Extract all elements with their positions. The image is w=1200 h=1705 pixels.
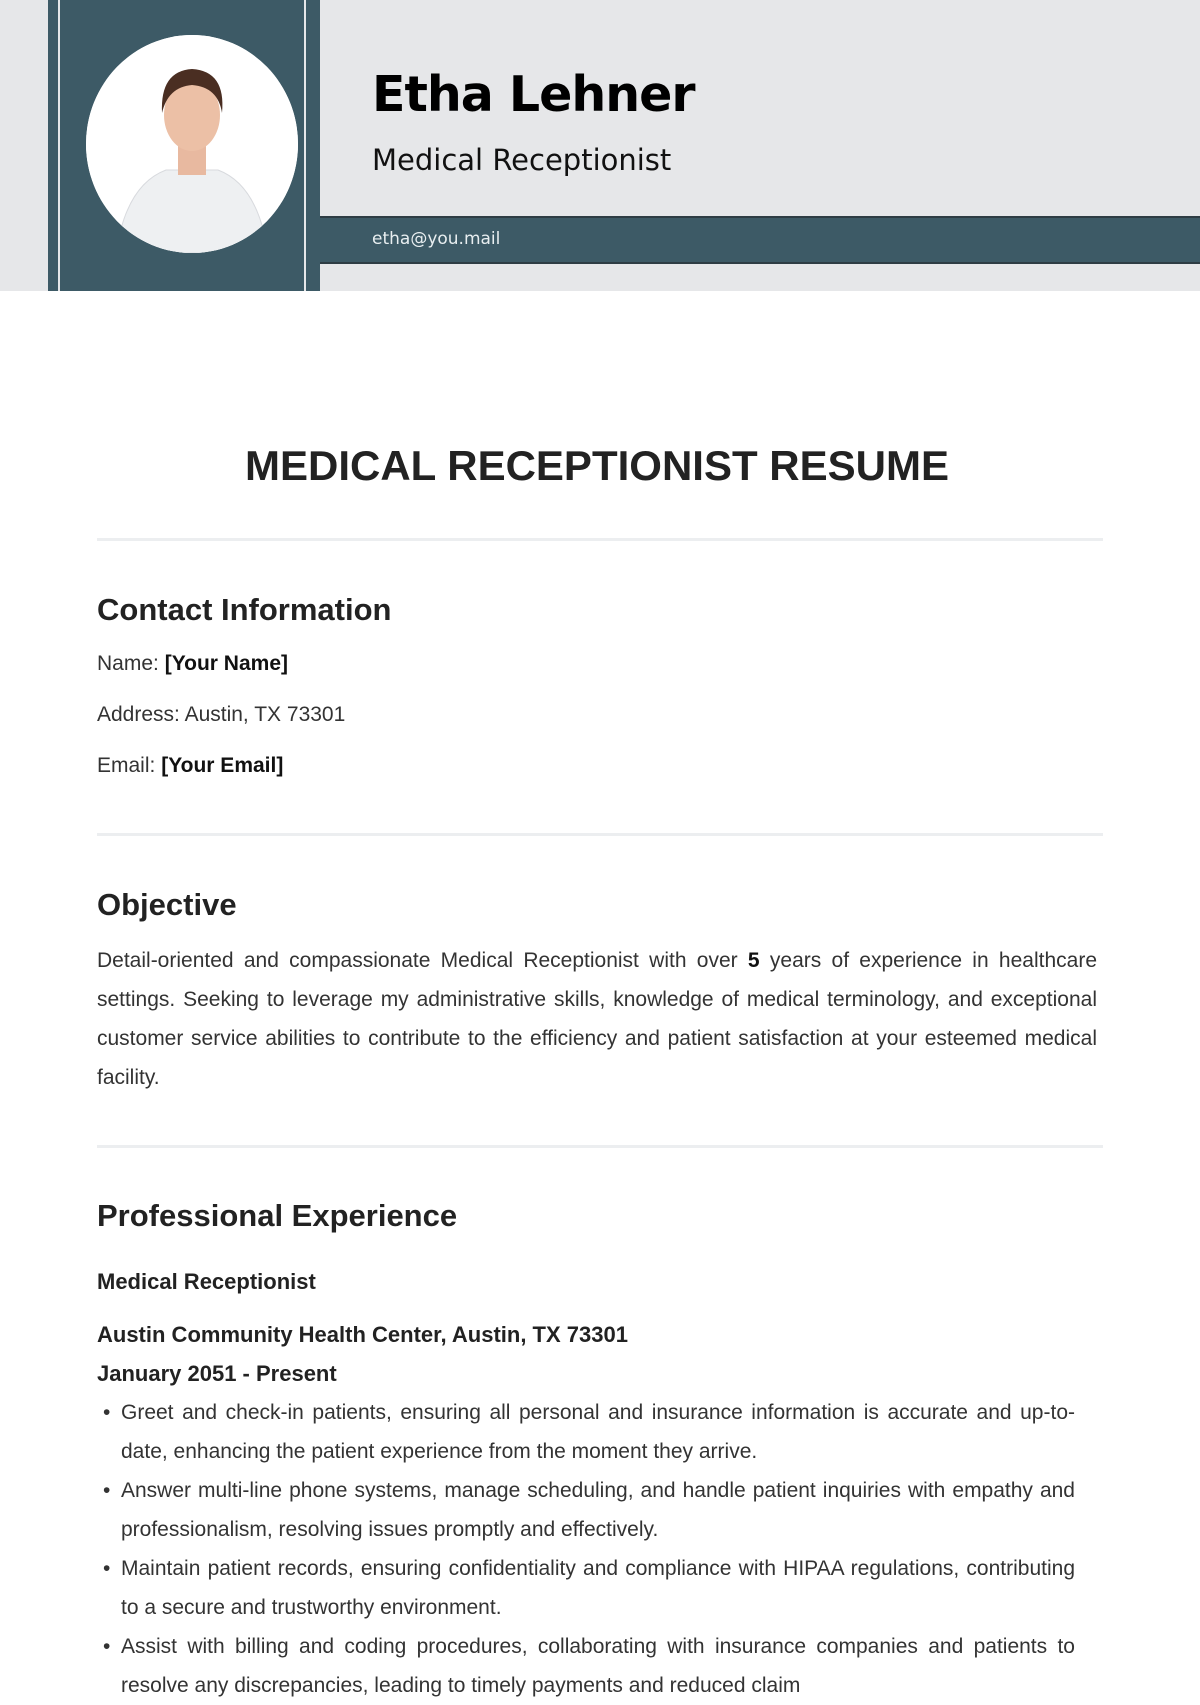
duty-item: • Maintain patient records, ensuring confidentiality and compliance with HIPAA regulations, contributing to a secure and trustworthy environment. — [97, 1549, 1075, 1627]
duty-item: • Greet and check-in patients, ensuring all personal and insurance information is accurate and up-to-date, enhancing the patient experience from the moment they arrive. — [97, 1393, 1075, 1471]
contact-email: Email: [Your Email] — [97, 754, 284, 777]
experience-heading: Professional Experience — [97, 1198, 458, 1233]
header-email: etha@you.mail — [372, 229, 501, 249]
job-title: Medical Receptionist — [97, 1269, 316, 1294]
job-duties — [97, 1393, 1075, 1705]
resume-body — [97, 442, 1103, 1705]
contact-name: Name: [Your Name] — [97, 652, 288, 675]
contact-address: Address: Austin, TX 73301 — [97, 703, 346, 726]
objective-text: Detail-oriented and compassionate Medical Receptionist with over 5 years of experience in healthcare settings. Seeking to leverage my administrative skills, knowledge of medical terminology, and exceptional customer service abilities to contribute to the efficiency and patient satisfaction at your esteemed medical facility. — [97, 949, 1098, 1089]
divider — [97, 833, 1103, 836]
contact-bar — [320, 216, 1200, 264]
page-title: MEDICAL RECEPTIONIST RESUME — [245, 442, 949, 489]
objective-heading: Objective — [97, 887, 237, 922]
profile-photo — [86, 35, 298, 253]
job-employer: Austin Community Health Center, Austin, TX 73301 — [97, 1322, 628, 1347]
duty-item: • Assist with billing and coding procedures, collaborating with insurance companies and patients to resolve any discrepancies, leading to timely payments and reduced claim — [97, 1627, 1075, 1705]
divider — [97, 1145, 1103, 1148]
candidate-name: Etha Lehner — [372, 66, 695, 123]
resume-header — [0, 0, 1200, 291]
candidate-role: Medical Receptionist — [372, 143, 672, 177]
contact-heading: Contact Information — [97, 592, 392, 627]
job-dates: January 2051 - Present — [97, 1361, 337, 1386]
duty-item: • Answer multi-line phone systems, manage scheduling, and handle patient inquiries with empathy and professionalism, resolving issues promptly and effectively. — [97, 1471, 1075, 1549]
divider — [97, 538, 1103, 541]
